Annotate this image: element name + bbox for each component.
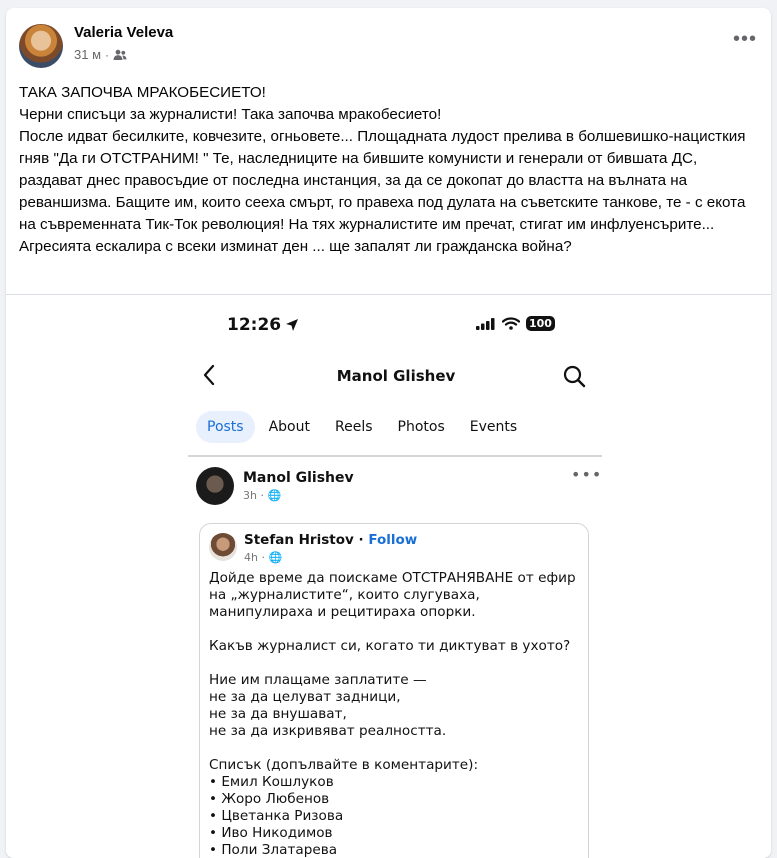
- body-line: • Иво Никодимов: [209, 825, 333, 841]
- body-line: [209, 621, 584, 638]
- clock-text: 12:26: [227, 315, 282, 335]
- body-line: • Поли Златарева: [209, 842, 338, 858]
- body-line: Списък (допълвайте в коментарите):: [209, 757, 479, 773]
- shared-post-time: [244, 551, 282, 564]
- battery-icon: 100: [526, 316, 555, 331]
- avatar[interactable]: [19, 24, 63, 68]
- friends-audience-icon[interactable]: [113, 49, 127, 61]
- body-line: Какъв журналист си, когато ти диктуват в ухото?: [209, 638, 571, 654]
- post-line: После идват бесилките, ковчезите, огньовете... Площадната лудост прелива в болшевишко-нацисткия гняв "Да ги ОТСТРАНИМ! " Те, наследниците на бившите комунисти и генерали от бившата ДС, раздават днес правосъдие от последна инстанция, за да се докопат до властта на вълната на реваншизма. Бащите им, които сееха смърт, го правеха под дулата на съветските танкове, те - с екота на съвременната Тик-Ток революция! На тях журналистите им пречат, стигат им инфлуенсърите...: [19, 128, 746, 233]
- body-line: не за да целуват задници,: [209, 689, 401, 705]
- post-meta: [74, 47, 127, 62]
- shared-time-text: 4h ·: [244, 551, 265, 564]
- body-line: • Жоро Любенов: [209, 791, 330, 807]
- shared-post: [199, 523, 589, 858]
- follow-link: Follow: [368, 532, 418, 548]
- location-arrow-icon: [285, 318, 299, 332]
- status-bar-right: [476, 316, 555, 331]
- body-line: • Цветанка Ризова: [209, 808, 344, 824]
- globe-icon: 🌐: [268, 551, 283, 564]
- wifi-icon: [502, 317, 520, 330]
- status-bar-time: [227, 315, 299, 335]
- shared-post-body: [209, 570, 584, 858]
- tab-photos: Photos: [397, 419, 445, 435]
- body-line: не за да внушават,: [209, 706, 347, 722]
- tabs-divider: [188, 455, 602, 457]
- tab-reels: Reels: [335, 419, 373, 435]
- avatar: [209, 533, 237, 561]
- body-line: [209, 655, 584, 672]
- globe-icon: 🌐: [267, 489, 282, 502]
- profile-title: Manol Glishev: [336, 367, 456, 385]
- tab-about: About: [268, 419, 310, 435]
- shared-author-name: Stefan Hristov: [244, 532, 354, 548]
- post-card: [6, 8, 771, 858]
- post-time[interactable]: 31 м: [74, 47, 102, 62]
- post-text: [19, 82, 759, 258]
- post-line: ТАКА ЗАПОЧВА МРАКОБЕСИЕТО!: [19, 84, 266, 101]
- shared-separator: ·: [353, 532, 369, 548]
- author-name[interactable]: Valeria Veleva: [74, 24, 174, 41]
- shared-author: [244, 532, 417, 548]
- more-options-button[interactable]: •••: [732, 28, 757, 50]
- inner-author-name: Manol Glishev: [243, 470, 354, 486]
- body-line: [209, 740, 584, 757]
- inner-time-text: 3h ·: [243, 489, 264, 502]
- phone-screenshot: [186, 295, 606, 858]
- meta-separator: ·: [105, 47, 110, 62]
- post-image[interactable]: [6, 294, 771, 858]
- profile-tabs: [196, 411, 531, 443]
- cellular-signal-icon: [476, 318, 496, 330]
- tab-events: Events: [469, 419, 518, 435]
- body-line: Дойде време да поискаме ОТСТРАНЯВАНЕ от ефир на „журналистите“, които слугуваха, манипулираха и рецитираха опорки.: [209, 570, 576, 620]
- inner-post-time: [243, 489, 281, 502]
- post-line: Черни списъци за журналисти! Така започва мракобесието!: [19, 106, 442, 123]
- inner-more-icon: •••: [571, 465, 603, 484]
- post-line: Агресията ескалира с всеки изминат ден ... ще запалят ли гражданска война?: [19, 238, 572, 255]
- avatar: [196, 467, 234, 505]
- tab-posts: Posts: [196, 411, 255, 443]
- body-line: Ние им плащаме заплатите —: [209, 672, 427, 688]
- search-icon: [562, 364, 586, 388]
- body-line: не за да изкривяват реалността.: [209, 723, 447, 739]
- post-header: [19, 20, 759, 72]
- body-line: • Емил Кошлуков: [209, 774, 334, 790]
